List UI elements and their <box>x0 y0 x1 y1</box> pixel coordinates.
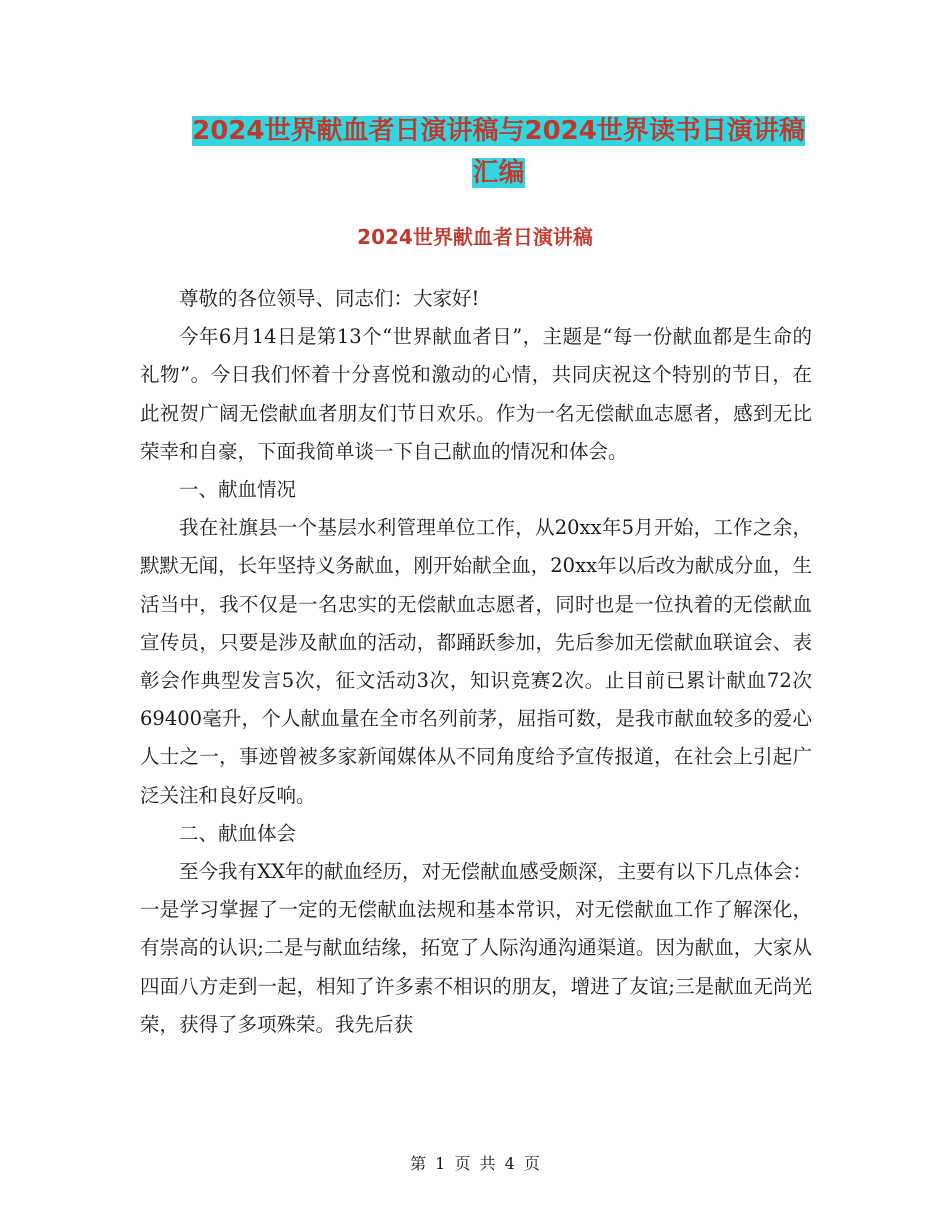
document-body <box>140 280 812 1044</box>
intro-paragraph: 今年6月14日是第13个“世界献血者日”，主题是“每一份献血都是生命的礼物”。今日我们怀着十分喜悦和激动的心情，共同庆祝这个特别的节日，在此祝贺广阔无偿献血者朋友们节日欢乐。作为一名无偿献血志愿者，感到无比荣幸和自豪，下面我简单谈一下自己献血的情况和体会。 <box>140 325 812 463</box>
greeting-paragraph: 尊敬的各位领导、同志们：大家好! <box>179 287 480 310</box>
section-heading: 2024世界献血者日演讲稿 <box>357 225 593 249</box>
page-number-footer: 第 1 页 共 4 页 <box>410 1154 540 1173</box>
document-title <box>186 110 811 194</box>
donation-status-paragraph: 我在社旗县一个基层水利管理单位工作，从20xx年5月开始，工作之余，默默无闻，长年坚持义务献血，刚开始献全血，20xx年以后改为献成分血，生活当中，我不仅是一名忠实的无偿献血志愿者，同时也是一位执着的无偿献血宣传员，只要是涉及献血的活动，都踊跃参加，先后参加无偿献血联谊会、表彰会作典型发言5次，征文活动3次，知识竞赛2次。止目前已累计献血72次69400毫升，个人献血量在全市名列前茅，屈指可数，是我市献血较多的爱心人士之一，事迹曾被多家新闻媒体从不同角度给予宣传报道，在社会上引起广泛关注和良好反响。 <box>140 516 812 807</box>
subheading-donation-experience: 二、献血体会 <box>179 821 297 845</box>
document-title-text: 2024世界献血者日演讲稿与2024世界读书日演讲稿汇编 <box>192 116 805 188</box>
subheading-blood-donation-status: 一、献血情况 <box>179 478 297 502</box>
donation-experience-paragraph: 至今我有XX年的献血经历，对无偿献血感受颇深，主要有以下几点体会：一是学习掌握了一定的无偿献血法规和基本常识，对无偿献血工作了解深化，有崇高的认识;二是与献血结缘，拓宽了人际沟通沟通渠道。因为献血，大家从四面八方走到一起，相知了许多素不相识的朋友，增进了友谊;三是献血无尚光荣，获得了多项殊荣。我先后获 <box>140 860 812 1036</box>
